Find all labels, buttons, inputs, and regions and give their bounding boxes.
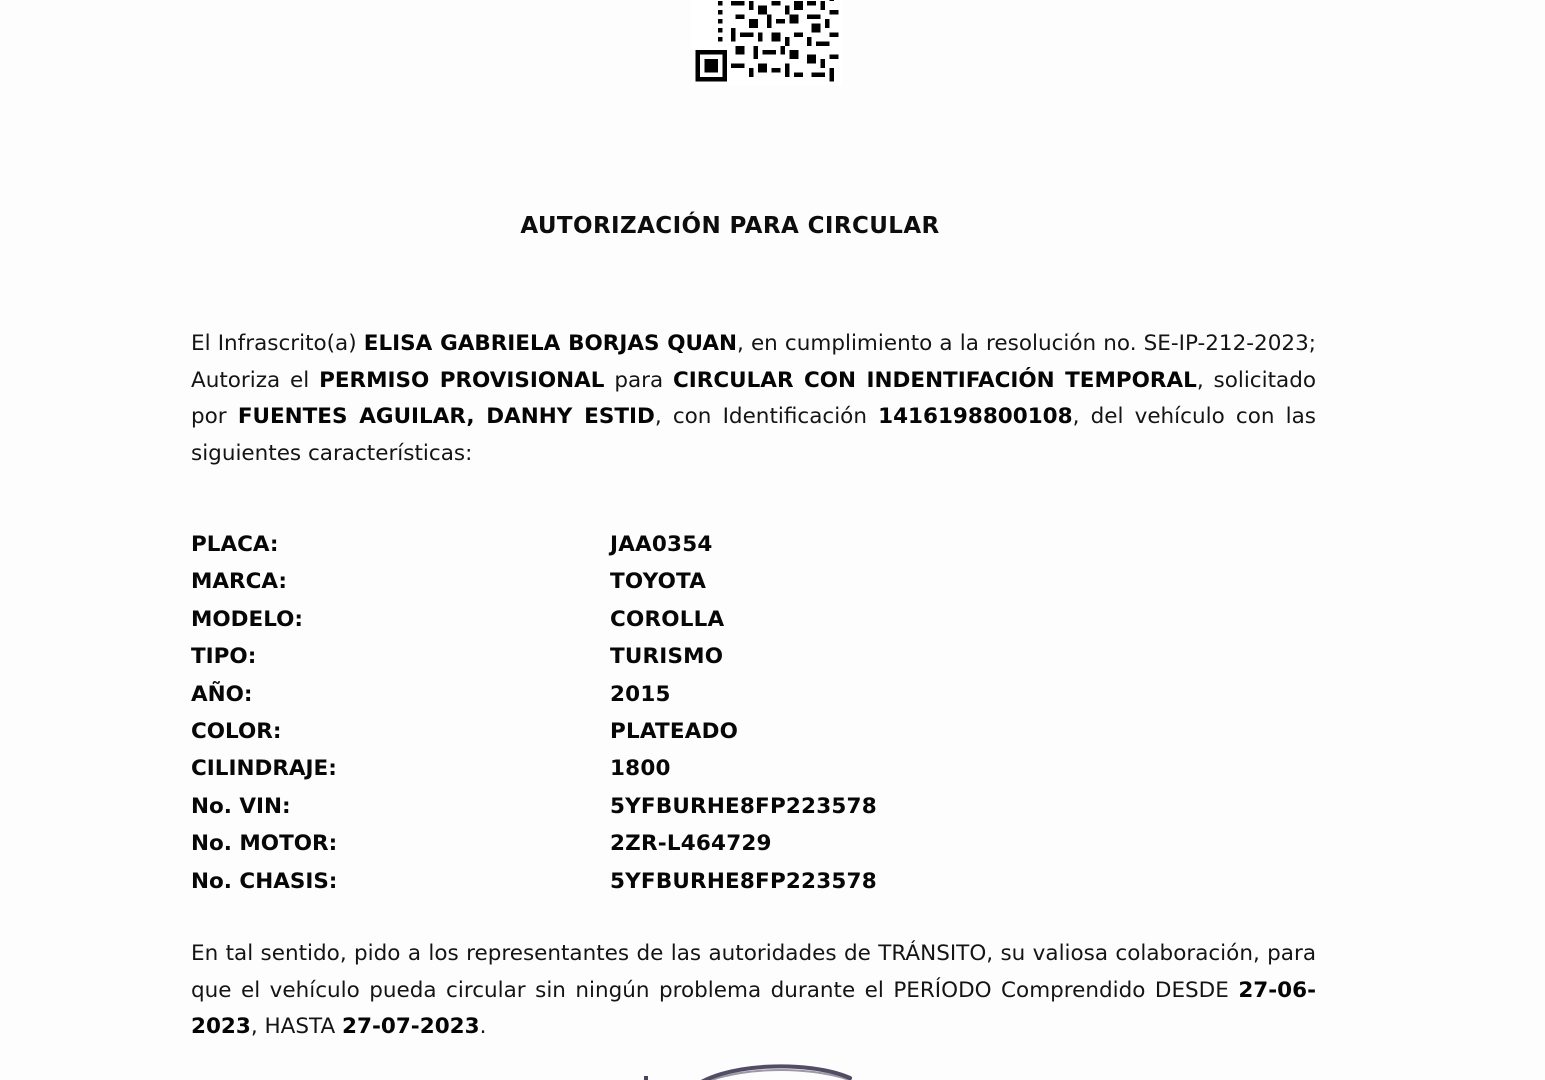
detail-row bbox=[191, 567, 1091, 604]
detail-value: PLATEADO bbox=[610, 718, 739, 744]
qr-code-icon bbox=[648, 0, 886, 86]
detail-label: AÑO: bbox=[191, 681, 253, 707]
detail-row bbox=[191, 717, 1091, 754]
detail-value: 2ZR-L464729 bbox=[610, 831, 772, 857]
detail-value: 5YFBURHE8FP223578 bbox=[610, 793, 877, 819]
intro-paragraph bbox=[191, 326, 1316, 472]
detail-label: PLACA: bbox=[191, 532, 279, 557]
detail-row bbox=[191, 829, 1091, 866]
detail-value: JAA0354 bbox=[610, 532, 713, 557]
closing-text-3: . bbox=[479, 1014, 487, 1039]
closing-text-2: , HASTA bbox=[250, 1014, 343, 1039]
intro-text-1: El Infrascrito(a) bbox=[191, 331, 364, 356]
closing-paragraph bbox=[191, 936, 1316, 1046]
period-start-date: 27-06-2023 bbox=[191, 977, 1316, 1039]
identification-number: 1416198800108 bbox=[878, 404, 1073, 429]
detail-label: TIPO: bbox=[191, 644, 257, 670]
detail-row bbox=[191, 680, 1091, 717]
detail-value: TURISMO bbox=[610, 644, 724, 670]
permit-type: PERMISO PROVISIONAL bbox=[319, 367, 605, 393]
detail-label: No. CHASIS: bbox=[191, 868, 338, 894]
detail-label: MARCA: bbox=[191, 569, 288, 595]
intro-text-2: , en cumplimiento a la resolución no. SE-IP-212-2023; Autoriza el bbox=[191, 331, 1316, 393]
detail-row bbox=[191, 867, 1091, 904]
intro-text-6: , del vehículo con las siguientes características: bbox=[191, 404, 1317, 466]
detail-label: No. MOTOR: bbox=[191, 831, 338, 857]
closing-text-1: En tal sentido, pido a los representantes de las autoridades de TRÁNSITO, su valiosa colaboración, para que el vehículo pueda circular sin ningún problema durante el PERÍODO Comprendido DESDE bbox=[191, 941, 1316, 1003]
intro-text-3: para bbox=[604, 367, 674, 393]
applicant-name: FUENTES AGUILAR, DANHY ESTID bbox=[237, 404, 655, 429]
detail-row bbox=[191, 530, 1091, 567]
detail-row bbox=[191, 642, 1091, 679]
intro-text-4: , solicitado por bbox=[191, 367, 1316, 429]
detail-label: CILINDRAJE: bbox=[191, 756, 337, 782]
detail-row bbox=[191, 792, 1091, 829]
vehicle-details-list bbox=[191, 530, 1091, 904]
detail-value: 5YFBURHE8FP223578 bbox=[610, 868, 877, 894]
period-end-date: 27-07-2023 bbox=[342, 1014, 480, 1039]
detail-value: 2015 bbox=[610, 681, 671, 707]
detail-value: TOYOTA bbox=[610, 569, 707, 595]
intro-text-5: , con Identificación bbox=[654, 404, 879, 429]
permit-purpose: CIRCULAR CON INDENTIFACIÓN TEMPORAL bbox=[673, 367, 1197, 393]
page-title: AUTORIZACIÓN PARA CIRCULAR bbox=[520, 213, 940, 239]
detail-row bbox=[191, 754, 1091, 791]
detail-value: COROLLA bbox=[610, 606, 725, 632]
officer-name: ELISA GABRIELA BORJAS QUAN bbox=[363, 331, 737, 356]
detail-row bbox=[191, 605, 1091, 642]
detail-label: MODELO: bbox=[191, 606, 304, 632]
detail-label: COLOR: bbox=[191, 718, 282, 744]
detail-label: No. VIN: bbox=[191, 793, 291, 819]
detail-value: 1800 bbox=[610, 756, 671, 782]
signature-stamp-icon bbox=[560, 1056, 1000, 1080]
